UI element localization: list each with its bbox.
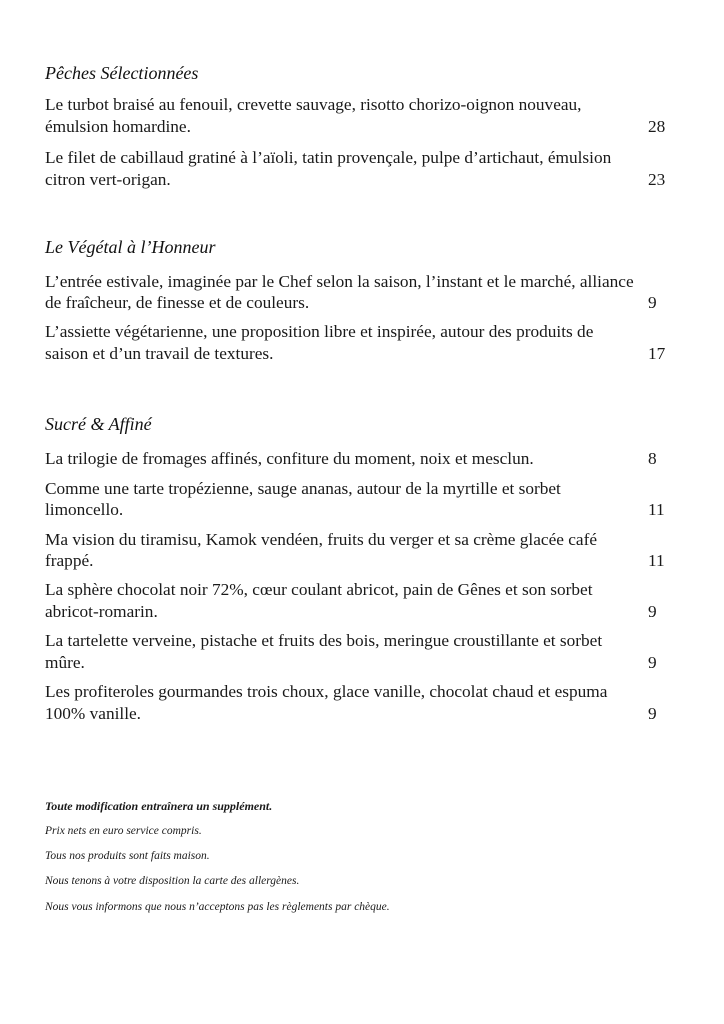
item-text: Ma vision du tiramisu, Kamok vendéen, fruits du verger et sa crème glacée café xyxy=(45,530,597,549)
item-price: 28 xyxy=(648,117,666,136)
item-text: de fraîcheur, de finesse et de couleurs. xyxy=(45,293,310,312)
item-text: émulsion homardine. xyxy=(45,117,191,136)
item-price: 8 xyxy=(648,449,657,468)
note-supplement: Toute modification entraînera un supplément. xyxy=(45,799,273,813)
note-allergens: Nous tenons à votre disposition la carte des allergènes. xyxy=(45,875,300,887)
note-homemade: Tous nos produits sont faits maison. xyxy=(45,850,210,862)
item-text: La trilogie de fromages affinés, confiture du moment, noix et mesclun. xyxy=(45,449,534,468)
section-title-sucre: Sucré & Affiné xyxy=(45,414,152,434)
section-title-peches: Pêches Sélectionnées xyxy=(45,63,199,83)
item-text: L’entrée estivale, imaginée par le Chef selon la saison, l’instant et le marché, alliance xyxy=(45,272,634,291)
section-title-vegetal: Le Végétal à l’Honneur xyxy=(45,237,216,257)
item-text: frappé. xyxy=(45,551,94,570)
item-text: citron vert-origan. xyxy=(45,170,171,189)
item-text: mûre. xyxy=(45,653,85,672)
item-text: Le filet de cabillaud gratiné à l’aïoli, tatin provençale, pulpe d’artichaut, émulsion xyxy=(45,148,612,167)
item-price: 9 xyxy=(648,704,657,723)
item-text: Les profiteroles gourmandes trois choux, glace vanille, chocolat chaud et espuma xyxy=(45,682,608,701)
item-price: 17 xyxy=(648,344,666,363)
item-text: saison et d’un travail de textures. xyxy=(45,344,274,363)
item-text: L’assiette végétarienne, une proposition libre et inspirée, autour des produits de xyxy=(45,322,594,341)
item-text: La sphère chocolat noir 72%, cœur coulant abricot, pain de Gênes et son sorbet xyxy=(45,580,593,599)
item-text: abricot-romarin. xyxy=(45,602,158,621)
item-text: La tartelette verveine, pistache et fruits des bois, meringue croustillante et sorbet xyxy=(45,631,603,650)
item-price: 9 xyxy=(648,293,657,312)
item-text: Comme une tarte tropézienne, sauge ananas, autour de la myrtille et sorbet xyxy=(45,479,561,498)
note-prices: Prix nets en euro service compris. xyxy=(45,825,202,837)
item-price: 11 xyxy=(648,500,665,519)
item-text: Le turbot braisé au fenouil, crevette sauvage, risotto chorizo-oignon nouveau, xyxy=(45,95,582,114)
item-price: 23 xyxy=(648,170,666,189)
item-price: 9 xyxy=(648,602,657,621)
note-cheques: Nous vous informons que nous n’acceptons pas les règlements par chèque. xyxy=(45,901,390,913)
item-price: 11 xyxy=(648,551,665,570)
item-price: 9 xyxy=(648,653,657,672)
item-text: 100% vanille. xyxy=(45,704,141,723)
item-text: limoncello. xyxy=(45,500,124,519)
